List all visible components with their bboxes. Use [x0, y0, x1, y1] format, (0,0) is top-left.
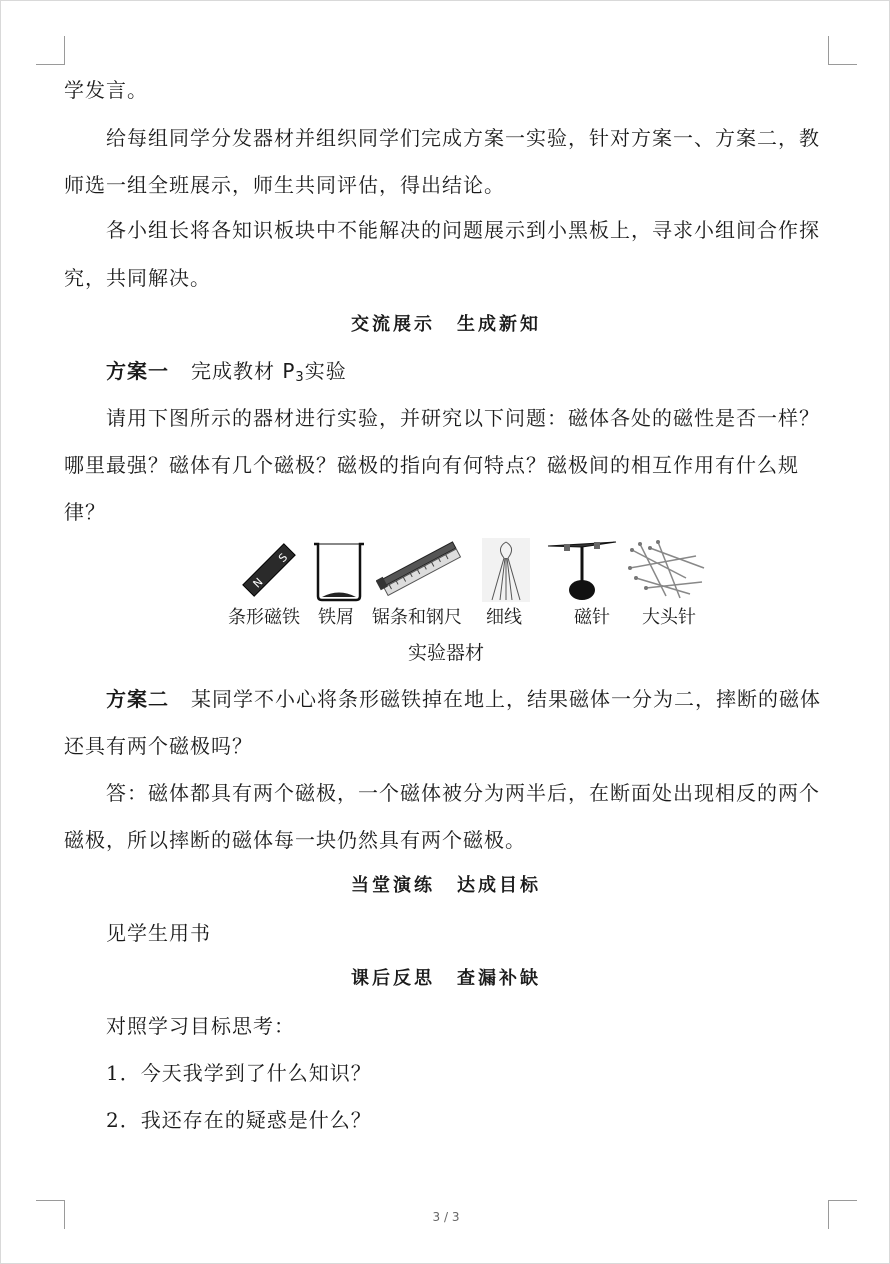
section-heading-reflection [64, 966, 828, 992]
magnet-s-mark: S [276, 550, 291, 566]
plan1-question: 哪里最强？磁体有几个磁极？磁极的指向有何特点？磁极间的相互作用有什么规 [64, 453, 799, 477]
magnet-n-mark: N [250, 575, 266, 591]
figure-label-thread: 细线 [486, 607, 522, 628]
crop-mark-bottom-left [36, 1200, 65, 1229]
heading-part: 生成新知 [457, 314, 541, 335]
paragraph-text: 学发言。 [64, 78, 148, 102]
answer-text: 磁极，所以摔断的磁体每一块仍然具有两个磁极。 [64, 828, 526, 852]
compass-needle-image [546, 538, 618, 602]
beaker-image [310, 538, 368, 602]
figure-label-saw-ruler: 锯条和钢尺 [372, 607, 462, 628]
heading-part: 交流展示 [351, 314, 435, 335]
figure-label-bar-magnet: 条形磁铁 [228, 607, 300, 628]
crop-mark-top-right [828, 36, 857, 65]
figure-label-needle: 磁针 [574, 607, 610, 628]
paragraph-text: 各小组长将各知识板块中不能解决的问题展示到小黑板上，寻求小组间合作探 [106, 218, 820, 242]
plan2-text: 某同学不小心将条形磁铁掉在地上，结果磁体一分为二，摔断的磁体 [191, 687, 821, 711]
heading-part: 查漏补缺 [457, 968, 541, 989]
plan1-question: 请用下图所示的器材进行实验，并研究以下问题：磁体各处的磁性是否一样？ [106, 406, 820, 430]
answer-text: 答：磁体都具有两个磁极，一个磁体被分为两半后，在断面处出现相反的两个 [106, 781, 820, 805]
plan2-line [106, 685, 821, 713]
figure-label-iron-filings: 铁屑 [318, 607, 354, 628]
plan1-subscript: 3 [295, 370, 305, 385]
section-heading-exchange [64, 312, 828, 338]
figure-caption: 实验器材 [407, 642, 484, 664]
plan1-question: 律？ [64, 500, 106, 524]
plan2-text: 还具有两个磁极吗？ [64, 734, 253, 758]
practice-text: 见学生用书 [106, 921, 211, 945]
plan1-title [106, 357, 347, 392]
crop-mark-bottom-right [828, 1200, 857, 1229]
paragraph-text: 究，共同解决。 [64, 266, 211, 290]
section-heading-practice [64, 873, 828, 899]
plan1-text: 完成教材 P [191, 359, 296, 383]
plan2-label: 方案二 [106, 687, 169, 711]
paragraph-text: 师选一组全班展示，师生共同评估，得出结论。 [64, 173, 505, 197]
heading-part: 课后反思 [351, 968, 435, 989]
page-number: 3 / 3 [432, 1210, 460, 1224]
figure-label-pins: 大头针 [642, 607, 696, 628]
reflection-item: 2．我还存在的疑惑是什么？ [106, 1108, 372, 1132]
plan1-label: 方案一 [106, 359, 169, 383]
heading-part: 当堂演练 [351, 875, 435, 896]
plan1-text-post: 实验 [304, 359, 347, 383]
bar-magnet-image [238, 538, 300, 602]
crop-mark-top-left [36, 36, 65, 65]
thread-image [482, 538, 530, 602]
reflection-title: 对照学习目标思考： [106, 1014, 295, 1038]
heading-part: 达成目标 [457, 875, 541, 896]
saw-ruler-image [376, 538, 466, 602]
reflection-item: 1．今天我学到了什么知识？ [106, 1061, 372, 1085]
equipment-figure [230, 538, 710, 602]
pins-image [626, 538, 710, 602]
paragraph-text: 给每组同学分发器材并组织同学们完成方案一实验，针对方案一、方案二，教 [106, 126, 820, 150]
